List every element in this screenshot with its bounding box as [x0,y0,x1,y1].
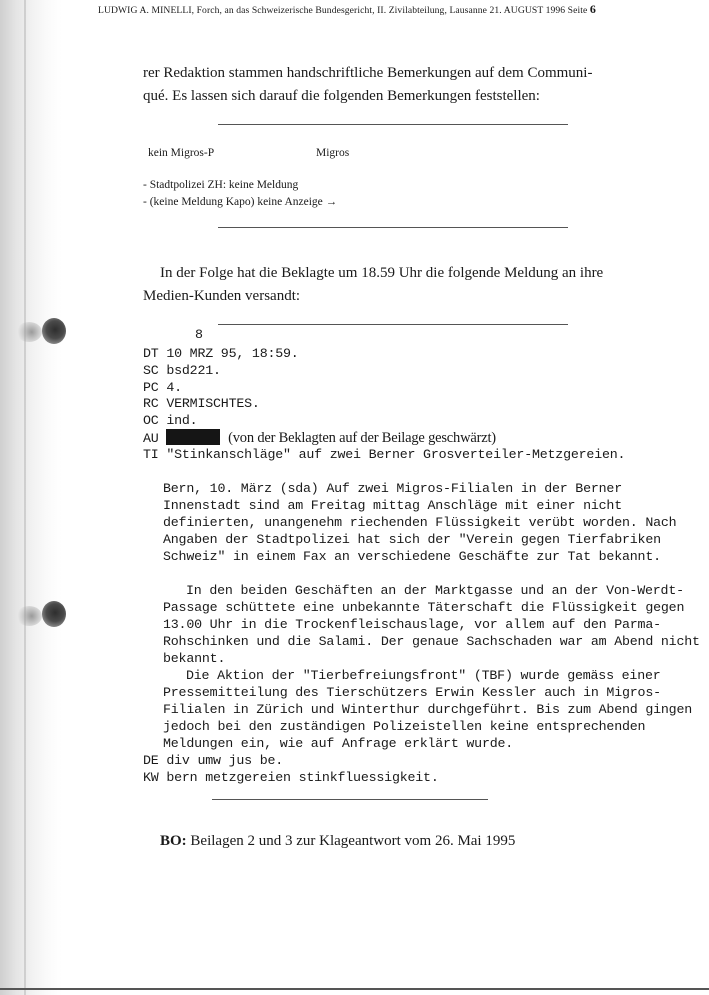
bo-text: Beilagen 2 und 3 zur Klageantwort vom 26. Mai 1995 [190,833,516,849]
wire-p2-l4: Rohschinken und die Salami. Der genaue Sachschaden war am Abend nicht [163,634,700,649]
wire-p2-l5: bekannt. [163,651,226,666]
wire-p1-l2: Innenstadt sind am Freitag mittag Anschläge mit einer nicht [163,498,622,513]
note-line-2: - (keine Meldung Kapo) keine Anzeige → [143,196,338,208]
followup-line-2: Medien-Kunden versandt: [143,288,301,304]
page-header [98,2,596,17]
wire-oc: OC ind. [143,413,198,428]
wire-p3-l5: Meldungen ein, wie auf Anfrage erklärt wurde. [163,736,514,751]
punch-hole-shadow [16,606,42,626]
note-right-heading: Migros [316,147,350,159]
note-line-1: - Stadtpolizei ZH: keine Meldung [143,179,299,191]
wire-de: DE div umw jus be. [143,753,284,768]
page-bottom-edge [0,988,709,990]
wire-p1-l3: definierten, unangenehm riechenden Flüssigkeit verübt worden. Nach [163,515,677,530]
wire-ti: TI "Stinkanschläge" auf zwei Berner Grosverteiler-Metzgereien. [143,447,626,462]
wire-au-note: (von der Beklagten auf der Beilage geschwärzt) [228,430,496,446]
wire-p2-l2: Passage schüttete eine unbekannte Täterschaft die Flüssigkeit gegen [163,600,685,615]
redaction-bar [166,429,220,445]
wire-p3-l3: Filialen in Zürich und Winterthur durchgeführt. Bis zum Abend gingen [163,702,693,717]
header-text: LUDWIG A. MINELLI, Forch, an das Schweizerische Bundesgericht, II. Zivilabteilung, Lausanne 21. AUGUST 1996 Seite [98,5,588,16]
wire-p1-l1: Bern, 10. März (sda) Auf zwei Migros-Filialen in der Berner [163,481,622,496]
wire-pc: PC 4. [143,380,182,395]
bo-label: BO: [160,833,187,849]
separator-rule [218,324,568,325]
wire-rc: RC VERMISCHTES. [143,396,260,411]
wire-p1-l4: Angaben der Stadtpolizei hat sich der "Verein gegen Tierfabriken [163,532,661,547]
wire-p2-l3: 13.00 Uhr in die Trockenfleischauslage, vor allem auf den Parma- [163,617,661,632]
wire-number: 8 [195,327,203,342]
wire-p3-l2: Pressemitteilung des Tierschützers Erwin Kessler auch in Migros- [163,685,661,700]
wire-dt: DT 10 MRZ 95, 18:59. [143,346,299,361]
wire-p3-l4: jedoch bei den zuständigen Polizeistellen keine entsprechenden [163,719,646,734]
page-number: 6 [589,2,596,16]
binding-edge [24,0,26,995]
wire-p1-l5: Schweiz" in einem Fax an verschiedene Geschäfte zur Tat bekannt. [163,549,661,564]
separator-rule [218,227,568,228]
separator-rule [212,799,488,800]
followup-line-1: In der Folge hat die Beklagte um 18.59 Uhr die folgende Meldung an ihre [160,265,604,281]
intro-line-1: rer Redaktion stammen handschriftliche Bemerkungen auf dem Communi- [143,65,593,81]
wire-kw: KW bern metzgereien stinkfluessigkeit. [143,770,439,785]
wire-p2-l1: In den beiden Geschäften an der Marktgasse und an der Von-Werdt- [186,583,684,598]
separator-rule [218,124,568,125]
note-left-heading: kein Migros-P [148,147,215,159]
wire-p3-l1: Die Aktion der "Tierbefreiungsfront" (TBF) wurde gemäss einer [186,668,661,683]
binding-shadow [0,0,62,995]
wire-au-code: AU [143,431,159,446]
punch-hole [42,318,66,344]
wire-au [143,429,496,447]
footer-note [160,833,515,850]
intro-line-2: qué. Es lassen sich darauf die folgenden Bemerkungen feststellen: [143,88,540,104]
wire-sc: SC bsd221. [143,363,221,378]
punch-hole [42,601,66,627]
punch-hole-shadow [16,322,42,342]
